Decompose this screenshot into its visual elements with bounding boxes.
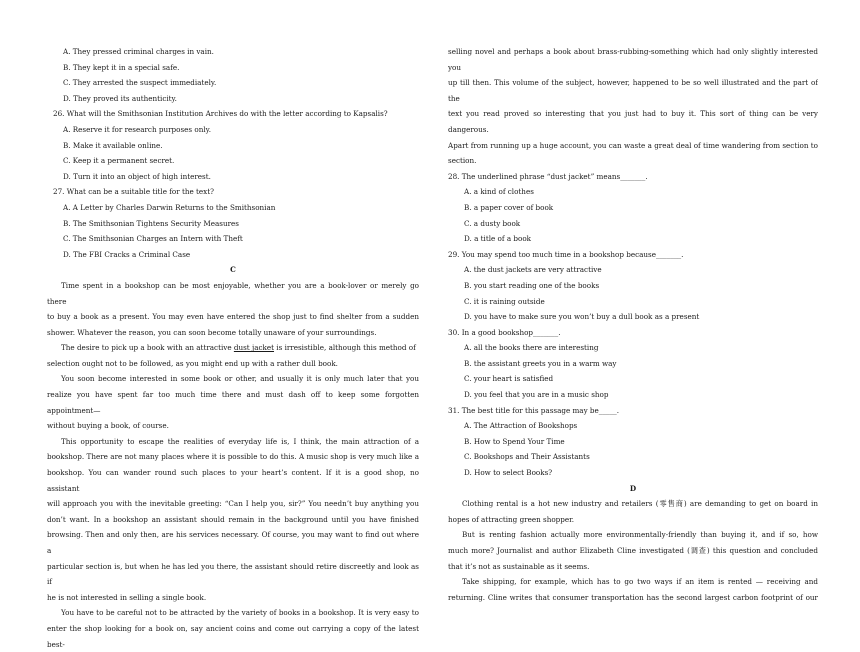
passage-c-line: don’t want. In a bookshop an assistant should remain in the background until you have finished [47, 514, 419, 524]
q27-option-a: A. A Letter by Charles Darwin Returns to the Smithsonian [63, 202, 276, 212]
q30-option-a: A. all the books there are interesting [464, 343, 599, 353]
passage-c-line: bookshop. You can wander round such places to your heart’s content. If it is a good shop, no assistant [47, 468, 419, 493]
q27-option-d: D. The FBI Cracks a Criminal Case [63, 249, 191, 259]
q31-option-a: A. The Attraction of Bookshops [464, 421, 578, 431]
q29-stem: 29. You may spend too much time in a bookshop because_______. [448, 249, 684, 259]
q26-option-d: D. Turn it into an object of high interest. [63, 171, 211, 181]
passage-c-line: will approach you with the inevitable greeting: “Can I help you, sir?” You needn’t buy anything you [47, 499, 419, 509]
q30-option-b: B. the assistant greets you in a warm way [464, 358, 617, 368]
passage-c-cont-line: Apart from running up a huge account, you can waste a great deal of time wandering from section to [448, 140, 818, 150]
passage-d-line: But is renting fashion actually more environmentally-friendly than buying it, and if so, how [462, 530, 818, 540]
q28-stem: 28. The underlined phrase “dust jacket” means_______. [448, 171, 648, 181]
q31-option-d: D. How to select Books? [464, 468, 553, 478]
q26-stem: 26. What will the Smithsonian Institution Archives do with the letter according to Kapsalis? [53, 109, 388, 119]
passage-c-line: enter the shop looking for a book on, say ancient coins and come out carrying a copy of the latest best- [47, 623, 419, 649]
passage-c-line: You have to be careful not to be attracted by the variety of books in a bookshop. It is very easy to [61, 608, 419, 618]
passage-c-line: You soon become interested in some book or other, and usually it is only much later that you [61, 374, 419, 384]
q26-option-a: A. Reserve it for research purposes only. [63, 124, 212, 134]
passage-c-line: Time spent in a bookshop can be most enjoyable, whether you are a book-lover or merely go there [47, 280, 419, 306]
passage-c-cont-line: section. [448, 156, 477, 166]
passage-c-line: selection ought not to be followed, as you might end up with a rather dull book. [47, 358, 338, 368]
q28-option-d: D. a title of a book [464, 234, 532, 244]
passage-c-line: realize you have spent far too much time there and must dash off to keep some forgotten appointment— [47, 390, 419, 415]
q30-option-d: D. you feel that you are in a music shop [464, 390, 609, 400]
q26-option-b: B. Make it available online. [63, 140, 163, 150]
passage-d-line: much more? Journalist and author Elizabeth Cline investigated (调查) this question and concluded [448, 546, 818, 555]
q31-option-c: C. Bookshops and Their Assistants [464, 452, 590, 462]
passage-c-line: browsing. Then and only then, are his services necessary. Of course, you may want to find out where a [47, 530, 419, 555]
section-c-heading: C [230, 265, 236, 275]
passage-d-line: hopes of attracting green shopper. [448, 514, 575, 524]
passage-c-cont-line: selling novel and perhaps a book about brass-rubbing-something which had only slightly interested you [448, 47, 818, 72]
passage-d-line: returning. Cline writes that consumer transportation has the second largest carbon footprint of our [448, 592, 818, 602]
q31-option-b: B. How to Spend Your Time [464, 436, 565, 446]
passage-c-line: This opportunity to escape the realities of everyday life is, I think, the main attraction of a [61, 436, 419, 446]
passage-c-line: particular section is, but when he has led you there, the assistant should retire discreetly and look as if [47, 561, 419, 587]
q25-option-c: C. They arrested the suspect immediately. [63, 78, 217, 88]
q27-stem: 27. What can be a suitable title for the text? [53, 187, 214, 197]
passage-c-line: shower. Whatever the reason, you can soon become totally unaware of your surroundings. [47, 327, 377, 337]
passage-d-line: that it’s not as sustainable as it seems. [448, 561, 590, 571]
passage-c-line: he is not interested in selling a single book. [47, 592, 207, 602]
passage-c-cont-line: up till then. This volume of the subject, however, happened to be so well illustrated and the part of the [448, 78, 818, 103]
q30-stem: 30. In a good bookshop_______. [448, 327, 561, 337]
q25-option-b: B. They kept it in a special safe. [63, 62, 180, 72]
passage-c-text: The desire to pick up a book with an attractive [61, 343, 234, 353]
passage-d-line: Take shipping, for example, which has to go two ways if an item is rented — receiving and [462, 577, 818, 587]
q30-option-c: C. your heart is satisfied [464, 374, 554, 384]
q29-option-a: A. the dust jackets are very attractive [464, 265, 602, 275]
q28-option-c: C. a dusty book [464, 218, 521, 228]
q29-option-b: B. you start reading one of the books [464, 280, 600, 290]
q29-option-d: D. you have to make sure you won’t buy a dull book as a present [464, 312, 700, 322]
passage-c-line: bookshop. There are not many places where it is possible to do this. A music shop is very much like a [47, 452, 419, 462]
passage-c-line [47, 340, 419, 356]
q25-option-d: D. They proved its authenticity. [63, 93, 177, 103]
left-column [47, 44, 419, 652]
q28-option-a: A. a kind of clothes [464, 187, 534, 197]
q28-option-b: B. a paper cover of book [464, 202, 554, 212]
passage-c-cont-line: text you read proved so interesting that you just had to buy it. This sort of thing can be very dangerous. [448, 109, 818, 134]
q27-option-b: B. The Smithsonian Tightens Security Measures [63, 218, 239, 228]
section-d-heading: D [629, 483, 637, 493]
passage-c-line: without buying a book, of course. [47, 421, 169, 431]
q27-option-c: C. The Smithsonian Charges an Intern with Theft [63, 234, 243, 244]
right-column [448, 44, 818, 605]
dust-jacket-underlined: dust jacket [233, 343, 275, 353]
passage-d-line: Clothing rental is a hot new industry and retailers (零售商) are demanding to get on board in [462, 499, 818, 509]
passage-c-text: is irresistible, although this method of [274, 343, 416, 353]
q29-option-c: C. it is raining outside [464, 296, 545, 306]
q26-option-c: C. Keep it a permanent secret. [63, 156, 175, 166]
q25-option-a: A. They pressed criminal charges in vain. [63, 47, 214, 56]
q31-stem: 31. The best title for this passage may be_____. [448, 405, 620, 415]
passage-c-line: to buy a book as a present. You may even have entered the shop just to find shelter from a sudden [47, 312, 419, 322]
